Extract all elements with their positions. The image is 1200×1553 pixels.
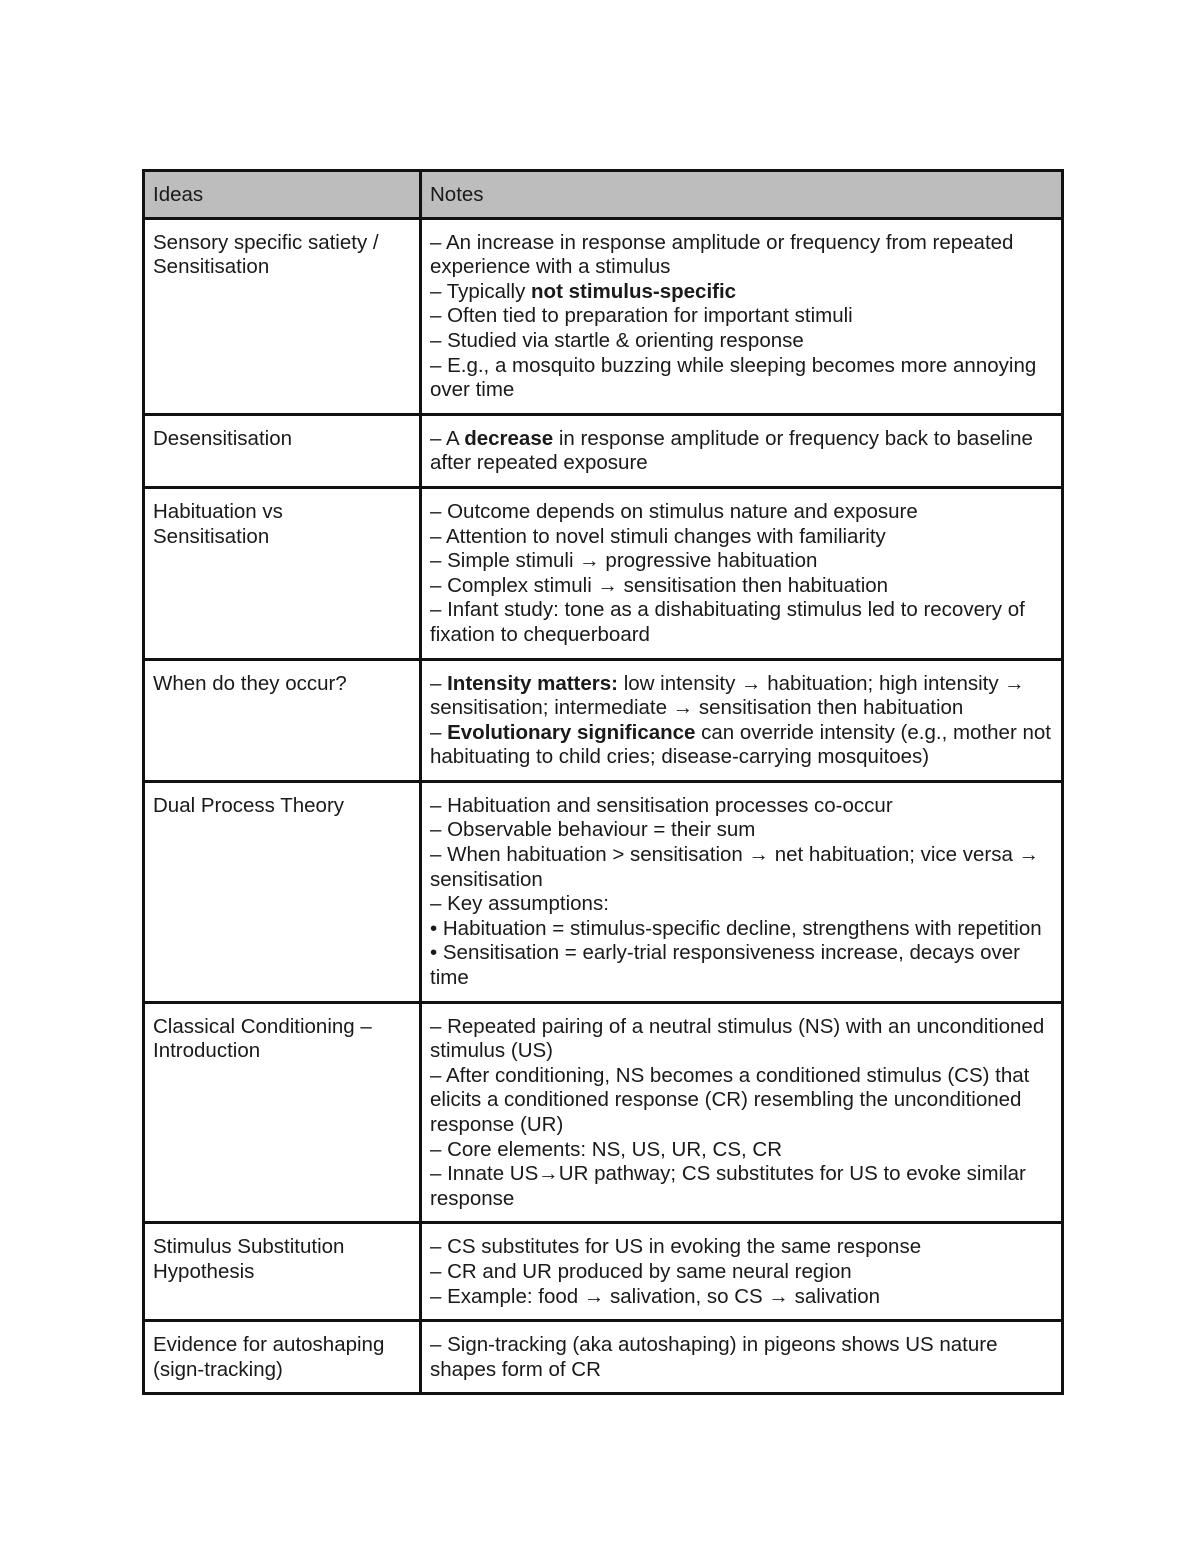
idea-text: Dual Process Theory	[153, 793, 345, 817]
note-text: – Outcome depends on stimulus nature and exposure	[430, 499, 918, 523]
idea-cell	[144, 487, 421, 659]
note-text: – Innate US→UR pathway; CS substitutes for US to evoke similar response	[430, 1162, 1026, 1210]
notes-cell	[421, 487, 1063, 659]
idea-cell	[144, 218, 421, 414]
note-text: – CS substitutes for US in evoking the same response	[430, 1235, 922, 1259]
idea-text: Habituation vs	[153, 499, 283, 523]
note-text: – Infant study: tone as a dishabituating stimulus led to recovery of fixation to chequerboard	[430, 598, 1025, 646]
note-text: • Habituation = stimulus-specific decline, strengthens with repetition	[430, 916, 1042, 940]
table-row	[144, 487, 1063, 659]
note-text: – When habituation > sensitisation → net habituation; vice versa → sensitisation	[430, 843, 1040, 891]
note-line	[430, 549, 1053, 574]
note-text: – Typically	[430, 279, 532, 303]
idea-text: Stimulus Substitution	[153, 1235, 345, 1259]
table-row	[144, 1223, 1063, 1321]
note-line	[430, 1260, 1053, 1285]
table-header-row	[144, 171, 1063, 219]
note-text: – Sign-tracking (aka autoshaping) in pigeons shows US nature shapes form of CR	[430, 1333, 998, 1381]
note-line	[430, 917, 1053, 942]
note-line	[430, 1285, 1053, 1310]
table-row	[144, 1321, 1063, 1394]
idea-cell	[144, 781, 421, 1002]
idea-text: Introduction	[153, 1039, 261, 1063]
notes-cell	[421, 1321, 1063, 1394]
note-line	[430, 941, 1053, 990]
note-line	[430, 843, 1053, 892]
note-line	[430, 672, 1053, 721]
note-text: low intensity → habituation; high intensity → sensitisation; intermediate → sensitisation then habituation	[430, 671, 1025, 720]
note-text: in response amplitude or frequency back to baseline after repeated exposure	[430, 426, 1033, 475]
idea-cell	[144, 1321, 421, 1394]
note-text: – Attention to novel stimuli changes with familiarity	[430, 524, 886, 548]
note-text: – CR and UR produced by same neural region	[430, 1259, 852, 1283]
note-line	[430, 525, 1053, 550]
idea-cell	[144, 1223, 421, 1321]
note-line	[430, 280, 1053, 305]
note-line	[430, 721, 1053, 770]
note-text: – Repeated pairing of a neutral stimulus (NS) with an unconditioned stimulus (US)	[430, 1014, 1045, 1063]
note-text: – E.g., a mosquito buzzing while sleeping becomes more annoying over time	[430, 353, 1037, 402]
idea-text: Sensitisation	[153, 524, 270, 548]
table-row	[144, 414, 1063, 487]
note-text: can override intensity (e.g., mother not habituating to child cries; disease-carrying mosquitoes)	[430, 720, 1051, 769]
note-text: – Key assumptions:	[430, 892, 609, 916]
idea-cell	[144, 659, 421, 781]
notes-table	[142, 169, 1064, 1395]
note-text: –	[430, 671, 448, 695]
idea-text: Desensitisation	[153, 426, 293, 450]
note-text: – An increase in response amplitude or frequency from repeated experience with a stimulus	[430, 230, 1014, 279]
note-line	[430, 1015, 1053, 1064]
note-emphasis: decrease	[464, 426, 554, 450]
note-line	[430, 892, 1053, 917]
note-line	[430, 231, 1053, 280]
table-row	[144, 1002, 1063, 1223]
note-text: – Studied via startle & orienting response	[430, 328, 804, 352]
note-line	[430, 500, 1053, 525]
idea-text: Sensory specific satiety /	[153, 230, 379, 254]
note-emphasis: Evolutionary significance	[447, 720, 696, 744]
note-line	[430, 1064, 1053, 1138]
idea-cell	[144, 414, 421, 487]
note-text: • Sensitisation = early-trial responsiveness increase, decays over time	[430, 941, 1020, 990]
header-notes: Notes	[421, 171, 1063, 219]
note-text: – Habituation and sensitisation processes co-occur	[430, 793, 893, 817]
note-line	[430, 1138, 1053, 1163]
table-body	[144, 218, 1063, 1394]
idea-text: Sensitisation	[153, 255, 270, 279]
note-line	[430, 1162, 1053, 1211]
notes-cell	[421, 218, 1063, 414]
note-line	[430, 1235, 1053, 1260]
table-row	[144, 781, 1063, 1002]
idea-cell	[144, 1002, 421, 1223]
idea-text: Evidence for autoshaping	[153, 1333, 385, 1357]
note-line	[430, 329, 1053, 354]
note-emphasis: Intensity matters:	[447, 671, 618, 695]
note-text: – A	[430, 426, 465, 450]
notes-cell	[421, 659, 1063, 781]
note-text: – Often tied to preparation for important stimuli	[430, 304, 853, 328]
note-text: – After conditioning, NS becomes a conditioned stimulus (CS) that elicits a conditioned response (CR) resembling the unconditioned response (UR)	[430, 1063, 1030, 1136]
note-text: – Simple stimuli → progressive habituation	[430, 549, 818, 573]
note-line	[430, 794, 1053, 819]
note-line	[430, 818, 1053, 843]
notes-cell	[421, 1002, 1063, 1223]
notes-cell	[421, 414, 1063, 487]
notes-cell	[421, 1223, 1063, 1321]
idea-text: Classical Conditioning –	[153, 1014, 372, 1038]
header-ideas: Ideas	[144, 171, 421, 219]
note-text: – Observable behaviour = their sum	[430, 818, 756, 842]
note-line	[430, 304, 1053, 329]
note-line	[430, 574, 1053, 599]
idea-text: (sign-tracking)	[153, 1357, 283, 1381]
note-text: – Example: food → salivation, so CS → salivation	[430, 1284, 881, 1308]
idea-text: When do they occur?	[153, 671, 347, 695]
note-line	[430, 1333, 1053, 1382]
note-text: –	[430, 720, 448, 744]
note-emphasis: not stimulus-specific	[531, 279, 737, 303]
notes-cell	[421, 781, 1063, 1002]
idea-text: Hypothesis	[153, 1259, 255, 1283]
note-line	[430, 354, 1053, 403]
note-text: – Complex stimuli → sensitisation then habituation	[430, 573, 889, 597]
table-row	[144, 659, 1063, 781]
note-text: – Core elements: NS, US, UR, CS, CR	[430, 1137, 783, 1161]
table-row	[144, 218, 1063, 414]
note-line	[430, 598, 1053, 647]
note-line	[430, 427, 1053, 476]
